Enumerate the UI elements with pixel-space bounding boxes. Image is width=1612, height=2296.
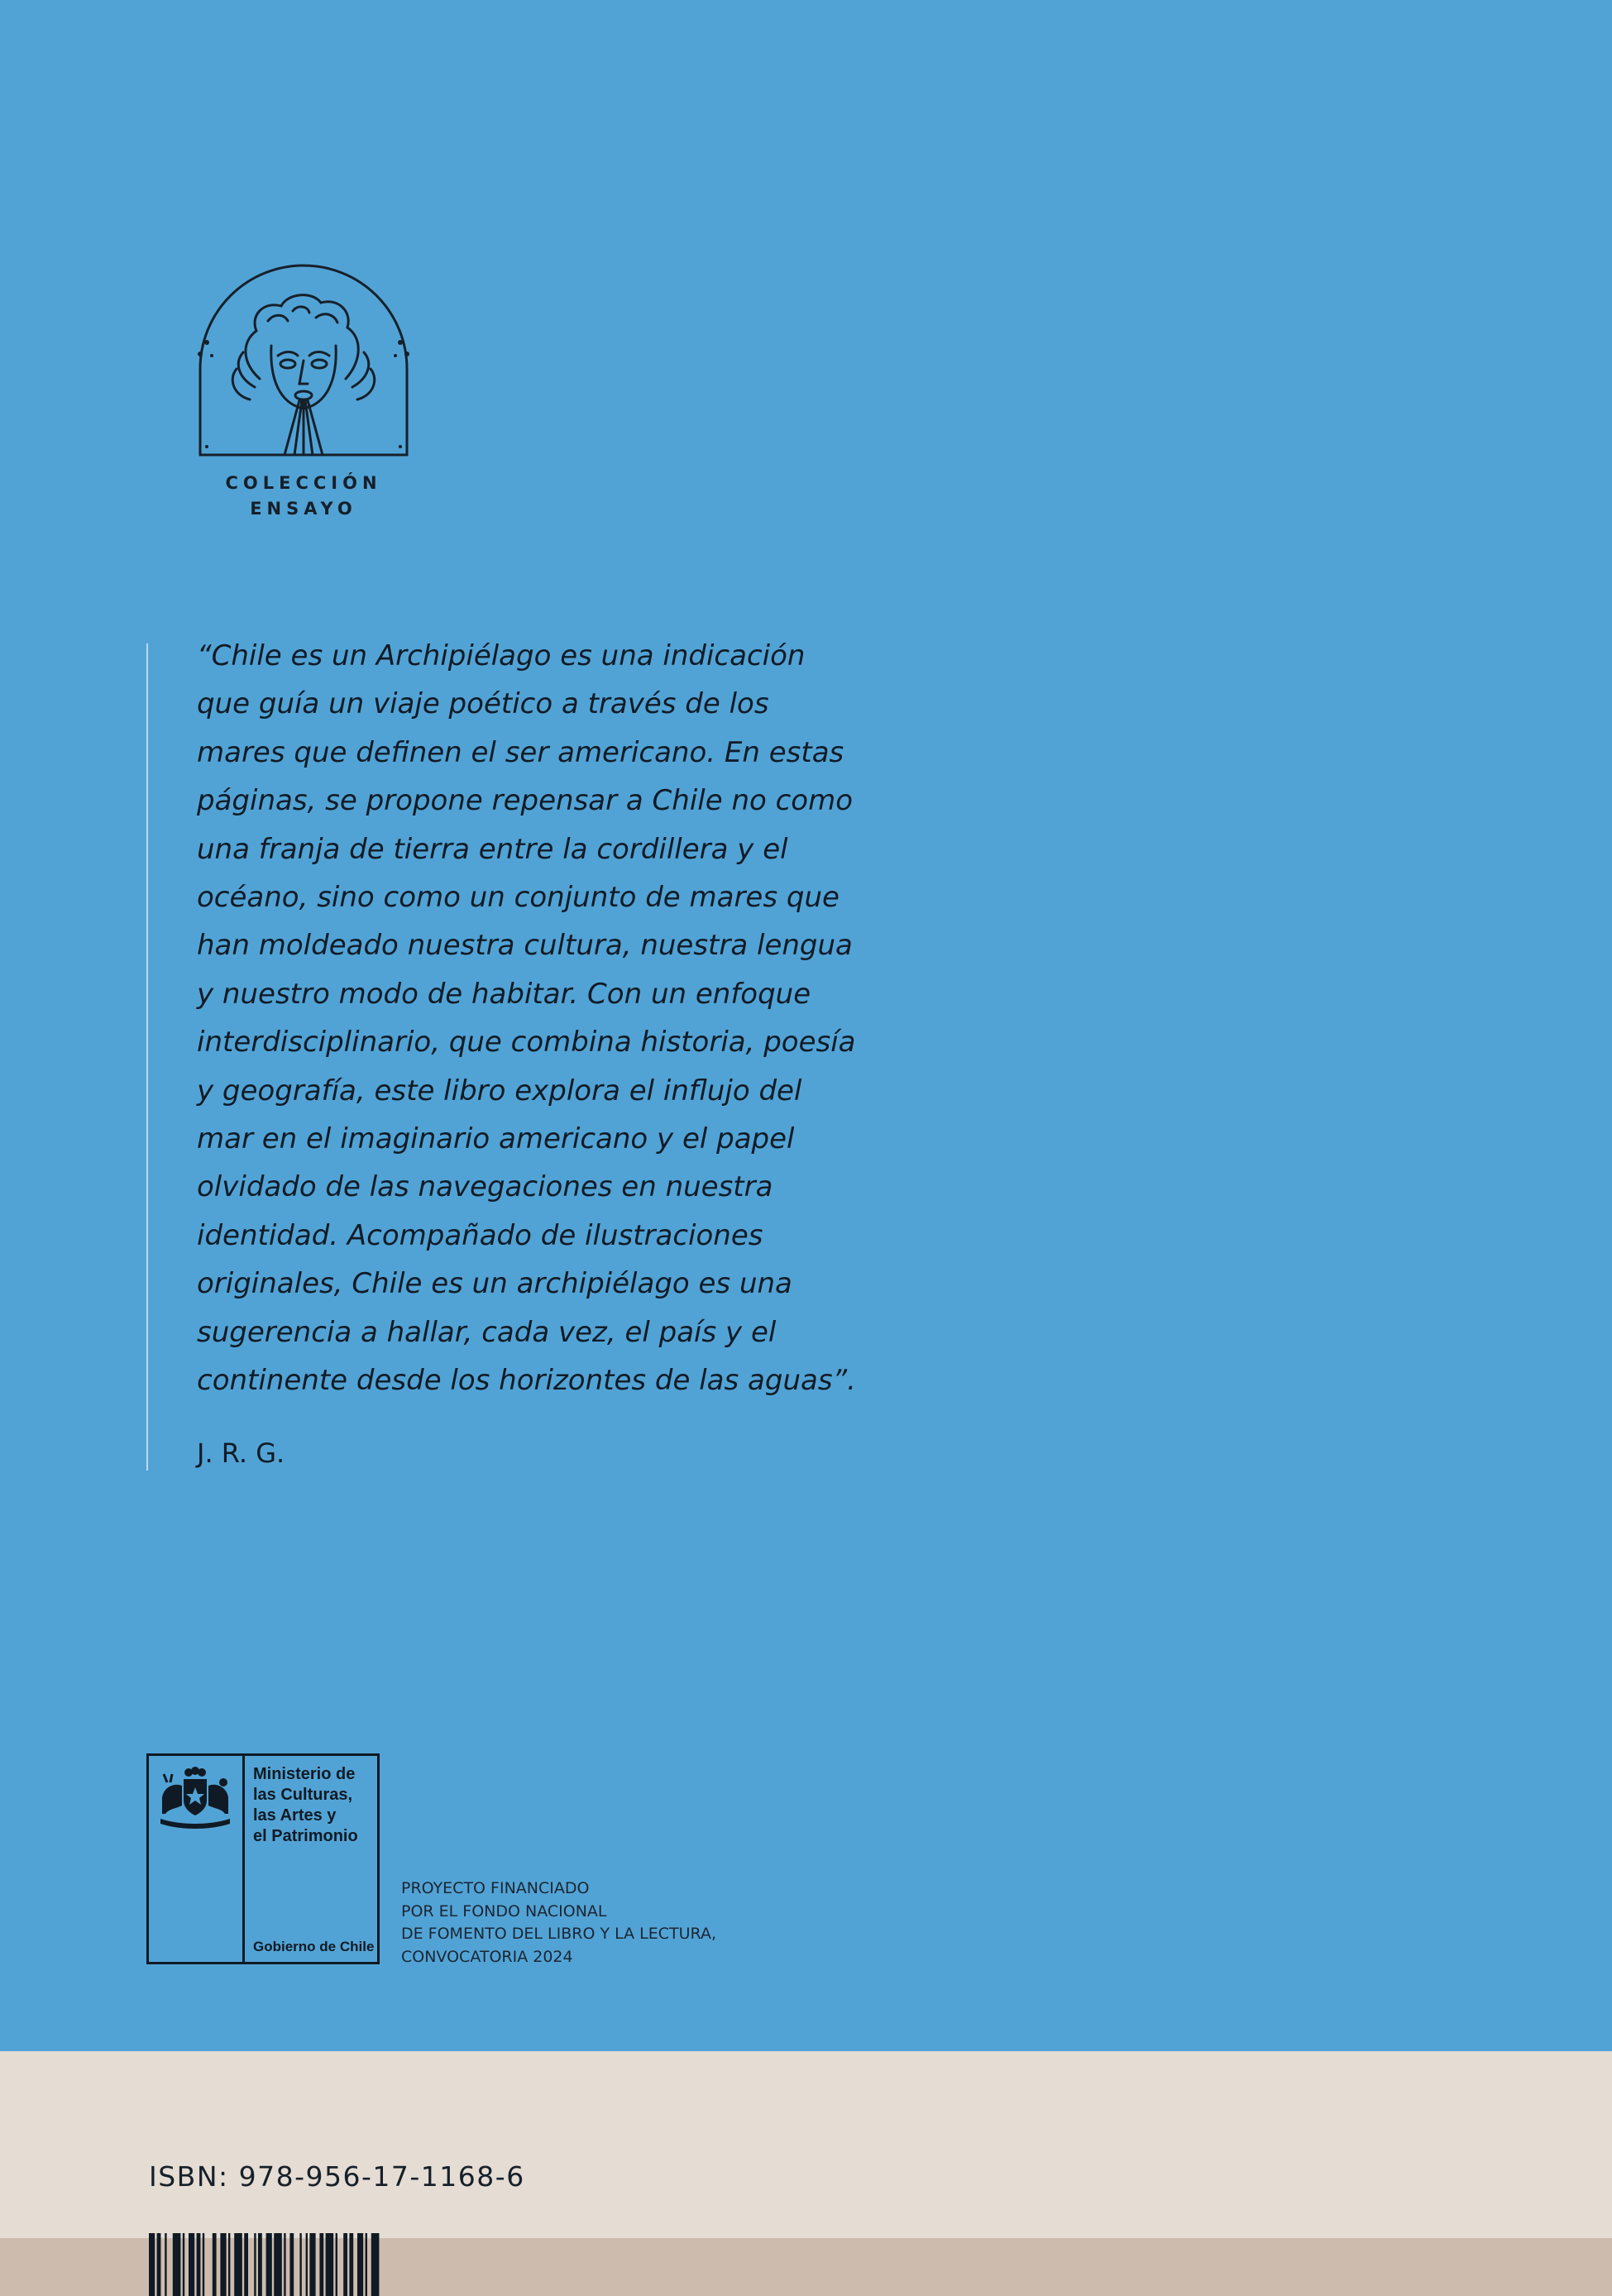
- ministry-name: [253, 1764, 377, 1847]
- blurb-line: interdisciplinario, que combina historia, poesía: [197, 1026, 856, 1060]
- blurb-line: sugerencia a hallar, cada vez, el país y el: [197, 1315, 777, 1349]
- blurb-signature: J. R. G.: [197, 1437, 285, 1469]
- funding-line: DE FOMENTO DEL LIBRO Y LA LECTURA,: [401, 1925, 716, 1943]
- funding-note: [401, 1877, 716, 1968]
- collection-name: COLECCIÓN: [225, 473, 382, 493]
- logo-divider: [242, 1756, 245, 1962]
- blurb-line: olvidado de las navegaciones en nuestra: [197, 1170, 773, 1204]
- blurb-line: y nuestro modo de habitar. Con un enfoque: [197, 977, 811, 1011]
- blurb-line: páginas, se propone repensar a Chile no como: [197, 784, 854, 818]
- ministry-name-line: las Artes y: [253, 1806, 337, 1825]
- quote-rule: [146, 643, 148, 1471]
- blurb-line: y geografía, este libro explora el influjo del: [197, 1074, 802, 1107]
- aeolus-face-icon: [192, 263, 415, 470]
- ministry-name-line: las Culturas,: [253, 1786, 353, 1804]
- ministry-name-line: Ministerio de: [253, 1765, 356, 1783]
- barcode-icon: [149, 2233, 529, 2296]
- government-label: Gobierno de Chile: [253, 1939, 375, 1954]
- blurb-line: mar en el imaginario americano y el papel: [197, 1122, 795, 1156]
- funding-line: PROYECTO FINANCIADO: [401, 1879, 590, 1897]
- ministry-logo: [146, 1753, 380, 1964]
- blurb-line: que guía un viaje poético a través de los: [197, 687, 769, 721]
- blurb-line: una franja de tierra entre la cordillera y el: [197, 832, 788, 866]
- blurb-line: originales, Chile es un archipiélago es una: [197, 1267, 792, 1301]
- blurb-line: mares que definen el ser americano. En estas: [197, 735, 844, 769]
- collection-logo: [192, 263, 415, 536]
- back-cover-blurb: [197, 632, 856, 1405]
- collection-type: ENSAYO: [250, 499, 357, 519]
- blurb-line: océano, sino como un conjunto de mares que: [197, 881, 839, 915]
- isbn-label: ISBN: 978-956-17-1168-6: [149, 2160, 525, 2193]
- blurb-line: han moldeado nuestra cultura, nuestra lengua: [197, 929, 853, 963]
- ministry-name-line: el Patrimonio: [253, 1827, 358, 1845]
- blurb-line: continente desde los horizontes de las aguas”.: [197, 1364, 856, 1398]
- funding-line: CONVOCATORIA 2024: [401, 1947, 573, 1966]
- chile-coat-of-arms-icon: [155, 1764, 235, 1830]
- funding-line: POR EL FONDO NACIONAL: [401, 1901, 607, 1921]
- blurb-line: identidad. Acompañado de ilustraciones: [197, 1218, 763, 1252]
- blurb-line: “Chile es un Archipiélago es una indicación: [197, 639, 806, 672]
